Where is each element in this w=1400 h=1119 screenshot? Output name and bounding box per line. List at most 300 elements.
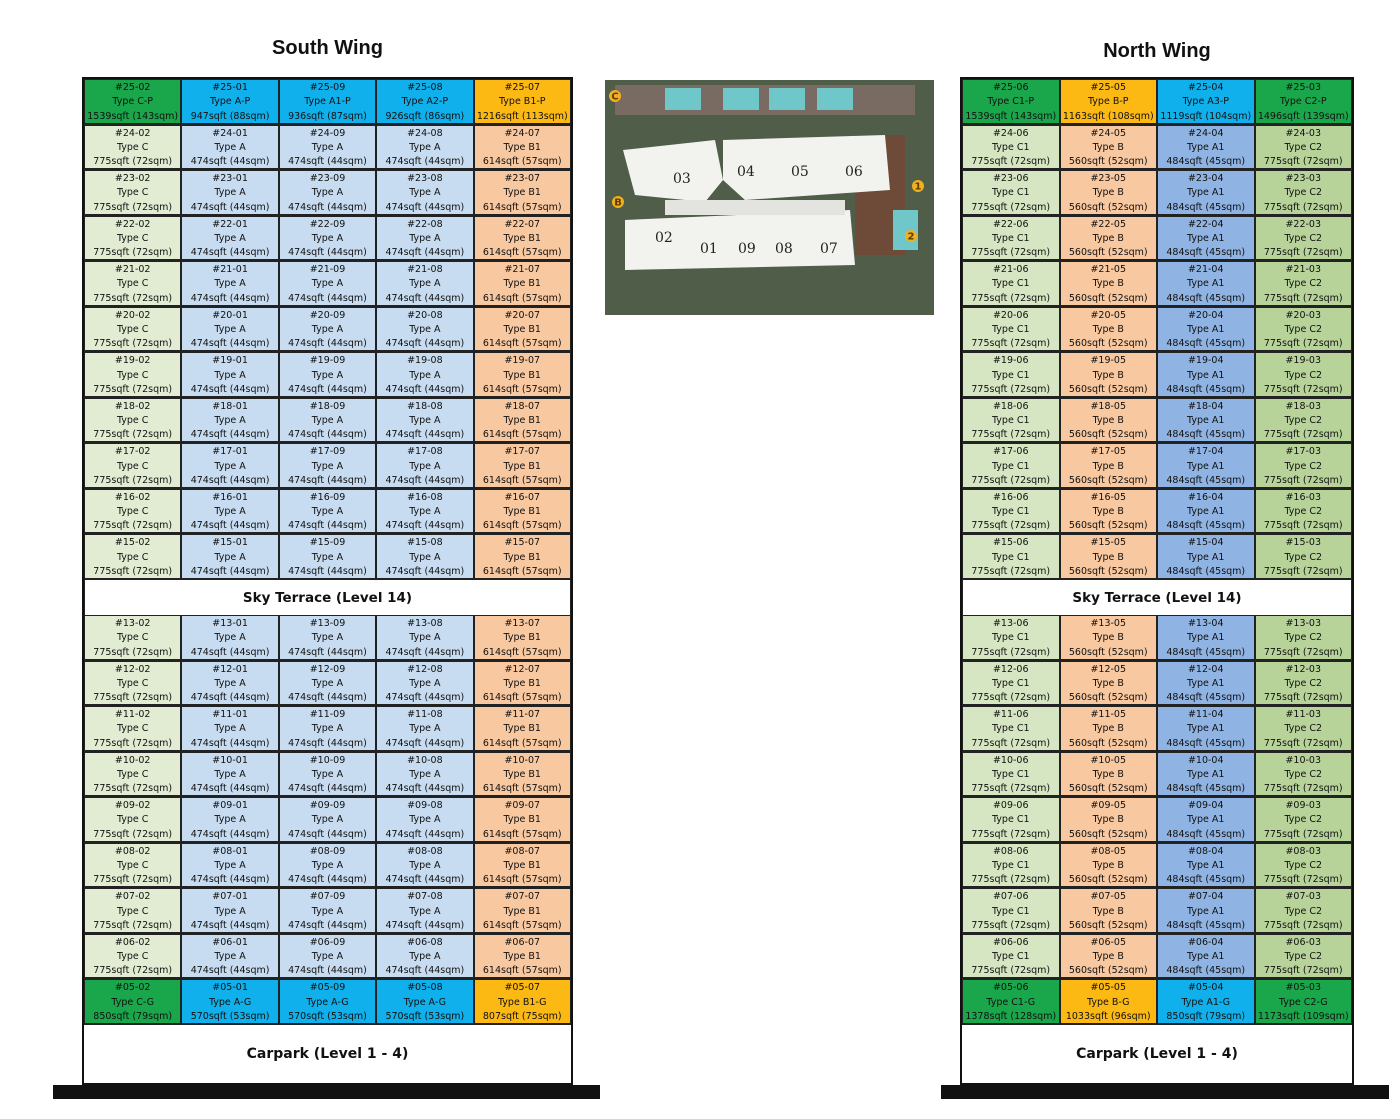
unit-cell[interactable]	[376, 534, 473, 580]
unit-cell[interactable]	[376, 843, 473, 889]
unit-size: 775sqft (72sqm)	[85, 737, 180, 751]
unit-cell[interactable]	[84, 216, 181, 262]
unit-type: Type A	[311, 905, 344, 917]
unit-cell[interactable]	[181, 979, 278, 1025]
unit-cell[interactable]	[962, 79, 1060, 125]
unit-number: #18-01	[212, 400, 248, 412]
unit-cell[interactable]	[181, 934, 278, 980]
unit-cell[interactable]	[1157, 443, 1255, 489]
unit-cell[interactable]	[1255, 79, 1353, 125]
unit-number: #06-07	[504, 936, 541, 948]
unit-cell[interactable]	[279, 888, 376, 934]
unit-number: #18-03	[1285, 400, 1322, 412]
unit-size: 484sqft (45sqm)	[1158, 246, 1254, 260]
unit-type: Type A	[409, 860, 441, 872]
unit-type: Type B1	[503, 951, 541, 963]
unit-number: #08-09	[309, 845, 346, 857]
unit-type: Type A	[311, 278, 344, 290]
unit-cell[interactable]	[1255, 534, 1353, 580]
unit-cell[interactable]	[279, 979, 376, 1025]
unit-type: Type B	[1092, 905, 1124, 917]
unit-cell[interactable]	[181, 261, 278, 307]
unit-type: Type C1	[991, 951, 1030, 963]
north-carpark: Carpark (Level 1 - 4)	[1076, 1046, 1238, 1062]
unit-size: 775sqft (72sqm)	[1256, 201, 1352, 215]
unit-cell[interactable]	[181, 615, 278, 661]
unit-cell[interactable]	[1157, 261, 1255, 307]
unit-cell[interactable]	[962, 125, 1060, 171]
unit-cell[interactable]	[1060, 934, 1158, 980]
unit-type: Type A	[214, 324, 246, 335]
unit-cell[interactable]	[84, 706, 181, 752]
unit-cell[interactable]	[1157, 979, 1255, 1025]
unit-cell[interactable]	[1255, 125, 1353, 171]
unit-type: Type A1	[1187, 951, 1225, 963]
unit-cell[interactable]	[474, 888, 571, 934]
unit-size: 775sqft (72sqm)	[1256, 565, 1352, 579]
unit-cell[interactable]	[279, 443, 376, 489]
unit-type: Type A	[311, 951, 344, 963]
unit-number: #10-04	[1187, 754, 1224, 766]
unit-cell[interactable]	[474, 534, 571, 580]
unit-cell[interactable]	[1060, 170, 1158, 216]
unit-cell[interactable]	[84, 398, 181, 444]
unit-size: 474sqft (44sqm)	[280, 474, 375, 488]
unit-size: 775sqft (72sqm)	[963, 201, 1059, 215]
unit-cell[interactable]	[84, 125, 181, 171]
unit-type: Type B1-P	[498, 96, 546, 108]
unit-cell[interactable]	[962, 443, 1060, 489]
unit-number: #23-09	[309, 173, 346, 185]
unit-cell[interactable]	[84, 534, 181, 580]
unit-cell[interactable]	[1157, 216, 1255, 262]
unit-cell[interactable]	[474, 979, 571, 1025]
unit-cell[interactable]	[279, 615, 376, 661]
unit-cell[interactable]	[84, 489, 181, 535]
unit-cell[interactable]	[1060, 752, 1158, 798]
unit-size: 474sqft (44sqm)	[182, 964, 277, 978]
unit-type: Type A	[214, 141, 246, 153]
unit-type: Type C1	[991, 232, 1030, 244]
unit-cell[interactable]	[1060, 797, 1158, 843]
unit-cell[interactable]	[962, 398, 1060, 444]
unit-cell[interactable]	[279, 661, 376, 707]
unit-cell[interactable]	[1255, 615, 1353, 661]
unit-cell[interactable]	[474, 307, 571, 353]
unit-number: #05-09	[309, 982, 346, 994]
unit-type: Type C	[116, 278, 149, 290]
unit-cell[interactable]	[376, 307, 473, 353]
unit-number: #24-03	[1285, 127, 1322, 139]
unit-size: 484sqft (45sqm)	[1158, 782, 1254, 796]
unit-cell[interactable]	[1060, 398, 1158, 444]
unit-type: Type A	[214, 723, 246, 735]
unit-type: Type A1	[1187, 768, 1225, 780]
unit-size: 570sqft (53sqm)	[280, 1010, 375, 1024]
unit-cell[interactable]	[376, 934, 473, 980]
unit-cell[interactable]	[376, 661, 473, 707]
unit-cell[interactable]	[1060, 615, 1158, 661]
unit-cell[interactable]	[1157, 706, 1255, 752]
unit-cell[interactable]	[1255, 979, 1353, 1025]
unit-cell[interactable]	[474, 170, 571, 216]
unit-number: #11-01	[212, 709, 248, 721]
unit-cell[interactable]	[84, 615, 181, 661]
unit-cell[interactable]	[181, 706, 278, 752]
unit-cell[interactable]	[181, 661, 278, 707]
unit-cell[interactable]	[1255, 489, 1353, 535]
unit-cell[interactable]	[84, 979, 181, 1025]
unit-cell[interactable]	[84, 79, 181, 125]
unit-number: #20-05	[1090, 309, 1127, 321]
unit-cell[interactable]	[1060, 843, 1158, 889]
unit-cell[interactable]	[1060, 125, 1158, 171]
unit-number: #11-07	[504, 709, 541, 721]
unit-cell[interactable]	[962, 307, 1060, 353]
unit-cell[interactable]	[1255, 352, 1353, 398]
unit-size: 1216sqft (113sqm)	[475, 110, 570, 124]
unit-cell[interactable]	[1157, 489, 1255, 535]
unit-number: #22-08	[407, 218, 443, 230]
unit-cell[interactable]	[474, 661, 571, 707]
unit-type: Type A	[311, 369, 344, 381]
unit-cell[interactable]	[474, 398, 571, 444]
unit-cell[interactable]	[279, 797, 376, 843]
unit-type: Type A	[311, 460, 344, 472]
unit-size: 484sqft (45sqm)	[1158, 873, 1254, 887]
unit-cell[interactable]	[181, 534, 278, 580]
unit-cell[interactable]	[1255, 398, 1353, 444]
marker-label: 1	[914, 181, 922, 193]
unit-size: 560sqft (52sqm)	[1061, 246, 1157, 260]
unit-type: Type C	[116, 551, 149, 563]
unit-number: #09-06	[992, 800, 1029, 812]
unit-number: #08-05	[1090, 845, 1127, 857]
unit-cell[interactable]	[1157, 661, 1255, 707]
unit-cell[interactable]	[962, 615, 1060, 661]
unit-number: #21-03	[1285, 264, 1322, 276]
unit-cell[interactable]	[181, 489, 278, 535]
unit-cell[interactable]	[376, 79, 473, 125]
unit-size: 775sqft (72sqm)	[1256, 474, 1352, 488]
unit-type: Type C1-G	[986, 996, 1036, 1008]
unit-cell[interactable]	[279, 534, 376, 580]
unit-cell[interactable]	[279, 398, 376, 444]
unit-cell[interactable]	[962, 752, 1060, 798]
unit-cell[interactable]	[376, 261, 473, 307]
unit-cell[interactable]	[376, 216, 473, 262]
unit-cell[interactable]	[962, 216, 1060, 262]
unit-cell[interactable]	[962, 489, 1060, 535]
unit-cell[interactable]	[962, 934, 1060, 980]
unit-type: Type C2	[1284, 506, 1323, 518]
unit-cell[interactable]	[1060, 261, 1158, 307]
unit-cell[interactable]	[1255, 661, 1353, 707]
unit-cell[interactable]	[181, 307, 278, 353]
unit-number: #21-07	[504, 264, 541, 276]
unit-cell[interactable]	[1060, 888, 1158, 934]
unit-size: 560sqft (52sqm)	[1061, 519, 1157, 533]
unit-cell[interactable]	[1157, 170, 1255, 216]
unit-cell[interactable]	[962, 843, 1060, 889]
unit-size: 474sqft (44sqm)	[280, 737, 375, 751]
unit-cell[interactable]	[1157, 307, 1255, 353]
unit-size: 850sqft (79sqm)	[85, 1010, 180, 1024]
unit-size: 560sqft (52sqm)	[1061, 201, 1157, 215]
unit-size: 775sqft (72sqm)	[963, 737, 1059, 751]
unit-cell[interactable]	[1060, 443, 1158, 489]
unit-size: 775sqft (72sqm)	[1256, 383, 1352, 397]
unit-cell[interactable]	[1157, 79, 1255, 125]
unit-cell[interactable]	[1255, 443, 1353, 489]
unit-cell[interactable]	[376, 398, 473, 444]
unit-size: 775sqft (72sqm)	[85, 292, 180, 306]
unit-number: #12-06	[992, 663, 1029, 675]
unit-cell[interactable]	[84, 443, 181, 489]
unit-number: #15-02	[114, 537, 151, 549]
unit-type: Type C	[116, 460, 149, 472]
unit-cell[interactable]	[1255, 170, 1353, 216]
unit-cell[interactable]	[1157, 752, 1255, 798]
unit-cell[interactable]	[1060, 534, 1158, 580]
unit-size: 560sqft (52sqm)	[1061, 155, 1157, 169]
unit-cell[interactable]	[1060, 307, 1158, 353]
unit-size: 614sqft (57sqm)	[475, 782, 570, 796]
unit-cell[interactable]	[279, 752, 376, 798]
unit-size: 775sqft (72sqm)	[1256, 691, 1352, 705]
unit-cell[interactable]	[1255, 216, 1353, 262]
unit-type: Type A	[409, 951, 441, 963]
unit-cell[interactable]	[376, 706, 473, 752]
unit-cell[interactable]	[1060, 489, 1158, 535]
unit-number: #07-08	[407, 891, 443, 903]
north-wing-title: North Wing	[1103, 40, 1211, 62]
unit-cell[interactable]	[1157, 398, 1255, 444]
unit-number: #22-01	[212, 218, 248, 230]
unit-size: 474sqft (44sqm)	[377, 519, 472, 533]
pool-icon	[769, 88, 805, 110]
unit-number: #11-02	[114, 709, 151, 721]
unit-number: #11-04	[1187, 709, 1224, 721]
unit-cell[interactable]	[1157, 615, 1255, 661]
unit-cell[interactable]	[84, 888, 181, 934]
unit-cell[interactable]	[474, 443, 571, 489]
unit-type: Type C-P	[112, 96, 154, 108]
unit-cell[interactable]	[1157, 352, 1255, 398]
unit-number: #13-07	[504, 618, 541, 630]
unit-cell[interactable]	[962, 979, 1060, 1025]
unit-cell[interactable]	[962, 352, 1060, 398]
unit-size: 775sqft (72sqm)	[963, 873, 1059, 887]
unit-cell[interactable]	[474, 797, 571, 843]
unit-cell[interactable]	[474, 125, 571, 171]
unit-cell[interactable]	[962, 797, 1060, 843]
unit-cell[interactable]	[1060, 661, 1158, 707]
unit-cell[interactable]	[84, 307, 181, 353]
unit-number: #17-07	[504, 446, 541, 458]
unit-size: 775sqft (72sqm)	[85, 155, 180, 169]
unit-cell[interactable]	[1157, 934, 1255, 980]
unit-cell[interactable]	[376, 352, 473, 398]
unit-number: #08-04	[1187, 845, 1224, 857]
unit-cell[interactable]	[474, 843, 571, 889]
unit-type: Type B	[1092, 723, 1124, 735]
unit-cell[interactable]	[279, 216, 376, 262]
unit-cell[interactable]	[474, 261, 571, 307]
unit-type: Type C1-P	[987, 96, 1035, 108]
unit-cell[interactable]	[962, 170, 1060, 216]
unit-cell[interactable]	[1157, 797, 1255, 843]
unit-type: Type C	[116, 232, 149, 244]
unit-type: Type B1	[503, 632, 541, 644]
unit-type: Type A1	[1187, 632, 1225, 644]
unit-size: 614sqft (57sqm)	[475, 155, 570, 169]
unit-cell[interactable]	[962, 706, 1060, 752]
unit-cell[interactable]	[84, 752, 181, 798]
unit-cell[interactable]	[181, 888, 278, 934]
unit-cell[interactable]	[474, 706, 571, 752]
unit-cell[interactable]	[1255, 797, 1353, 843]
unit-cell[interactable]	[474, 352, 571, 398]
unit-type: Type A	[409, 369, 441, 381]
unit-cell[interactable]	[1255, 706, 1353, 752]
unit-number: #10-01	[212, 754, 248, 766]
unit-type: Type A	[214, 506, 246, 518]
unit-number: #11-05	[1090, 709, 1127, 721]
unit-number: #12-08	[407, 663, 443, 675]
unit-cell[interactable]	[474, 79, 571, 125]
unit-number: #11-06	[992, 709, 1029, 721]
unit-type: Type C1	[991, 415, 1030, 427]
unit-cell[interactable]	[181, 398, 278, 444]
unit-cell[interactable]	[181, 216, 278, 262]
unit-cell[interactable]	[279, 307, 376, 353]
unit-number: #13-09	[309, 618, 346, 630]
unit-cell[interactable]	[962, 661, 1060, 707]
unit-cell[interactable]	[376, 443, 473, 489]
unit-cell[interactable]	[84, 352, 181, 398]
unit-cell[interactable]	[279, 125, 376, 171]
unit-cell[interactable]	[1157, 843, 1255, 889]
unit-cell[interactable]	[1255, 261, 1353, 307]
unit-cell[interactable]	[279, 261, 376, 307]
unit-cell[interactable]	[1157, 888, 1255, 934]
unit-cell[interactable]	[181, 797, 278, 843]
unit-cell[interactable]	[962, 534, 1060, 580]
unit-type: Type B1	[503, 415, 541, 427]
unit-cell[interactable]	[376, 615, 473, 661]
unit-number: #09-05	[1090, 800, 1127, 812]
unit-size: 775sqft (72sqm)	[85, 428, 180, 442]
unit-cell[interactable]	[1060, 216, 1158, 262]
unit-cell[interactable]	[181, 170, 278, 216]
unit-cell[interactable]	[84, 170, 181, 216]
pool-icon	[723, 88, 759, 110]
unit-cell[interactable]	[279, 934, 376, 980]
unit-size: 474sqft (44sqm)	[182, 246, 277, 260]
unit-cell[interactable]	[279, 843, 376, 889]
unit-cell[interactable]	[1255, 752, 1353, 798]
unit-cell[interactable]	[474, 489, 571, 535]
unit-cell[interactable]	[84, 661, 181, 707]
unit-cell[interactable]	[84, 843, 181, 889]
unit-size: 775sqft (72sqm)	[963, 646, 1059, 660]
unit-cell[interactable]	[962, 888, 1060, 934]
unit-size: 474sqft (44sqm)	[377, 737, 472, 751]
unit-cell[interactable]	[474, 216, 571, 262]
unit-cell[interactable]	[376, 489, 473, 535]
unit-type: Type A1	[1187, 551, 1225, 563]
unit-cell[interactable]	[474, 615, 571, 661]
unit-cell[interactable]	[1060, 352, 1158, 398]
unit-type: Type A	[409, 723, 441, 735]
unit-cell[interactable]	[376, 125, 473, 171]
unit-cell[interactable]	[474, 752, 571, 798]
unit-number: #10-09	[309, 754, 346, 766]
unit-cell[interactable]	[376, 170, 473, 216]
unit-cell[interactable]	[1157, 534, 1255, 580]
unit-number: #13-04	[1187, 618, 1224, 630]
unit-cell[interactable]	[1060, 706, 1158, 752]
unit-cell[interactable]	[1255, 843, 1353, 889]
unit-size: 474sqft (44sqm)	[182, 565, 277, 579]
unit-cell[interactable]	[1255, 934, 1353, 980]
unit-type: Type C2	[1284, 723, 1323, 735]
unit-cell[interactable]	[376, 979, 473, 1025]
unit-cell[interactable]	[1157, 125, 1255, 171]
unit-cell[interactable]	[84, 934, 181, 980]
unit-cell[interactable]	[279, 79, 376, 125]
unit-cell[interactable]	[181, 843, 278, 889]
north-lower-grid	[962, 615, 1352, 1025]
unit-cell[interactable]	[181, 443, 278, 489]
unit-cell[interactable]	[181, 352, 278, 398]
unit-size: 474sqft (44sqm)	[377, 828, 472, 842]
unit-cell[interactable]	[376, 752, 473, 798]
unit-cell[interactable]	[84, 797, 181, 843]
unit-cell[interactable]	[279, 352, 376, 398]
unit-type: Type A	[311, 551, 344, 563]
unit-type: Type A	[409, 324, 441, 335]
unit-cell[interactable]	[1060, 79, 1158, 125]
unit-type: Type A1	[1187, 278, 1225, 290]
unit-cell[interactable]	[181, 79, 278, 125]
unit-cell[interactable]	[962, 261, 1060, 307]
unit-cell[interactable]	[181, 752, 278, 798]
unit-cell[interactable]	[279, 706, 376, 752]
unit-cell[interactable]	[474, 934, 571, 980]
unit-cell[interactable]	[84, 261, 181, 307]
unit-cell[interactable]	[181, 125, 278, 171]
unit-cell[interactable]	[1060, 979, 1158, 1025]
unit-size: 484sqft (45sqm)	[1158, 519, 1254, 533]
unit-size: 775sqft (72sqm)	[1256, 155, 1352, 169]
unit-number: #07-07	[504, 891, 541, 903]
unit-cell[interactable]	[376, 797, 473, 843]
unit-cell[interactable]	[279, 170, 376, 216]
unit-cell[interactable]	[1255, 888, 1353, 934]
unit-type: Type C1	[991, 278, 1030, 290]
unit-number: #08-03	[1285, 845, 1322, 857]
south-upper-grid	[84, 79, 571, 580]
unit-cell[interactable]	[279, 489, 376, 535]
unit-type: Type A	[409, 677, 441, 689]
unit-type: Type A	[214, 768, 246, 780]
unit-cell[interactable]	[376, 888, 473, 934]
unit-type: Type A	[311, 632, 344, 644]
unit-cell[interactable]	[1255, 307, 1353, 353]
unit-number: #23-07	[504, 173, 541, 185]
